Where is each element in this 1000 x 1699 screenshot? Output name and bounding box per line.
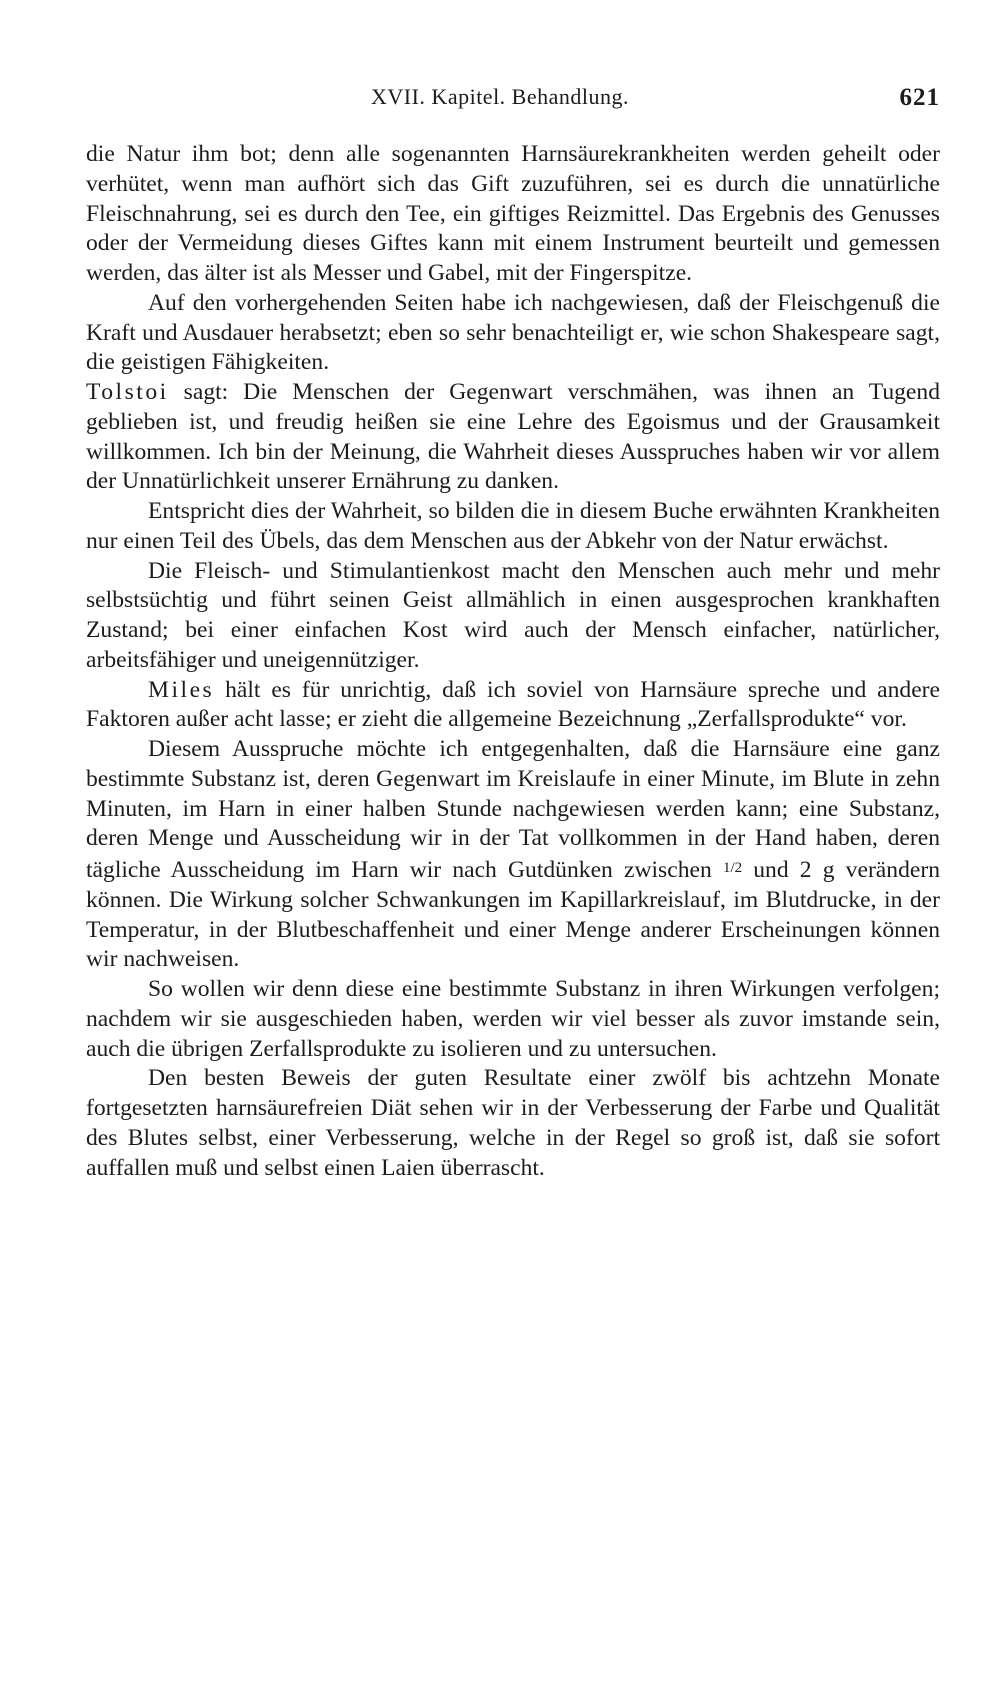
paragraph-beweis: Den besten Beweis der guten Resultate einer zwölf bis achtzehn Monate fortgesetzten harnsäurefreien Diät sehen wir in der Verbesserung der Farbe und Qualität des Blutes selbst, einer Verbesserung, welche in der Regel so groß ist, daß sie sofort auffallen muß und selbst einen Laien überrascht.: [86, 1065, 940, 1181]
paragraph-text: und 2 g verändern können. Die Wirkung solcher Schwankungen im Kapillarkreislauf, im Blutdrucke, in der Temperatur, in der Blutbeschaffenheit und einer Menge anderer Erscheinungen können wir nachweisen.: [86, 857, 940, 973]
author-name-miles: Miles: [148, 676, 215, 703]
page-number: 621: [899, 84, 940, 111]
paragraph-text: sagt: Die Menschen der Gegenwart verschmähen, was ihnen an Tugend geblieben ist, und freudig heißen sie eine Lehre des Egoismus und der Grausamkeit willkommen. Ich bin der Meinung, die Wahrheit dieses Ausspruches haben wir vor allem der Unnatürlichkeit unserer Ernährung zu danken.: [86, 379, 940, 495]
paragraph-harnsaeure-substanz: [86, 735, 940, 975]
paragraph-text: Diesem Ausspruche möchte ich entgegenhalten, daß die Harnsäure eine ganz bestimmte Substanz ist, deren Gegenwart im Kreislaufe in einer Minute, im Blute in zehn Minuten, im Harn in einer halben Stunde nachgewiesen werden kann; eine Substanz, deren Menge und Ausscheidung wir in der Tat vollkommen in der Hand haben, deren tägliche Ausscheidung im Harn wir nach Gutdünken zwischen: [86, 736, 940, 883]
running-title: XVII. Kapitel. Behandlung.: [371, 84, 629, 109]
paragraph-text: hält es für unrichtig, daß ich soviel von Harnsäure spreche und andere Faktoren außer acht lasse; er zieht die allgemeine Bezeichnung „Zerfallsprodukte“ vor.: [86, 676, 940, 733]
paragraph-fleischgenuss: [86, 289, 940, 497]
paragraph-wahrheit: Entspricht dies der Wahrheit, so bilden die in diesem Buche erwähnten Krankheiten nur einen Teil des Übels, das dem Menschen aus der Abkehr von der Natur erwächst.: [86, 498, 940, 554]
paragraph-continuation: die Natur ihm bot; denn alle sogenannten Harnsäurekrankheiten werden geheilt oder verhütet, wenn man aufhört sich das Gift zuzuführen, sei es durch die unnatürliche Fleischnahrung, sei es durch den Tee, ein giftiges Reizmittel. Das Ergebnis des Genusses oder der Vermeidung dieses Giftes kann mit einem Instrument beurteilt und gemessen werden, das älter ist als Messer und Gabel, mit der Fingerspitze.: [86, 141, 940, 286]
fraction-one-half: 1/2: [722, 860, 743, 876]
paragraph-wirkungen: So wollen wir denn diese eine bestimmte Substanz in ihren Wirkungen verfolgen; nachdem wir sie ausgeschieden haben, werden wir viel besser als zuvor imstande sein, auch die übrigen Zerfallsprodukte zu isolieren und zu untersuchen.: [86, 976, 940, 1062]
paragraph-miles: [86, 676, 940, 736]
paragraph-text: Auf den vorhergehenden Seiten habe ich nachgewiesen, daß der Fleischgenuß die Kraft und Ausdauer herabsetzt; eben so sehr benachteiligt er, wie schon Shakespeare sagt, die geistigen Fähigkeiten.: [86, 289, 940, 376]
running-header: [86, 84, 940, 114]
body-text: [86, 140, 940, 1183]
author-name-tolstoi: Tolstoi: [86, 379, 169, 405]
paragraph-stimulantienkost: Die Fleisch- und Stimulantienkost macht den Menschen auch mehr und mehr selbstsüchtig und führt seinen Geist allmählich in einen ausgesprochen krankhaften Zustand; bei einer einfachen Kost wird auch der Mensch einfacher, natürlicher, arbeitsfähiger und uneigennütziger.: [86, 557, 940, 673]
